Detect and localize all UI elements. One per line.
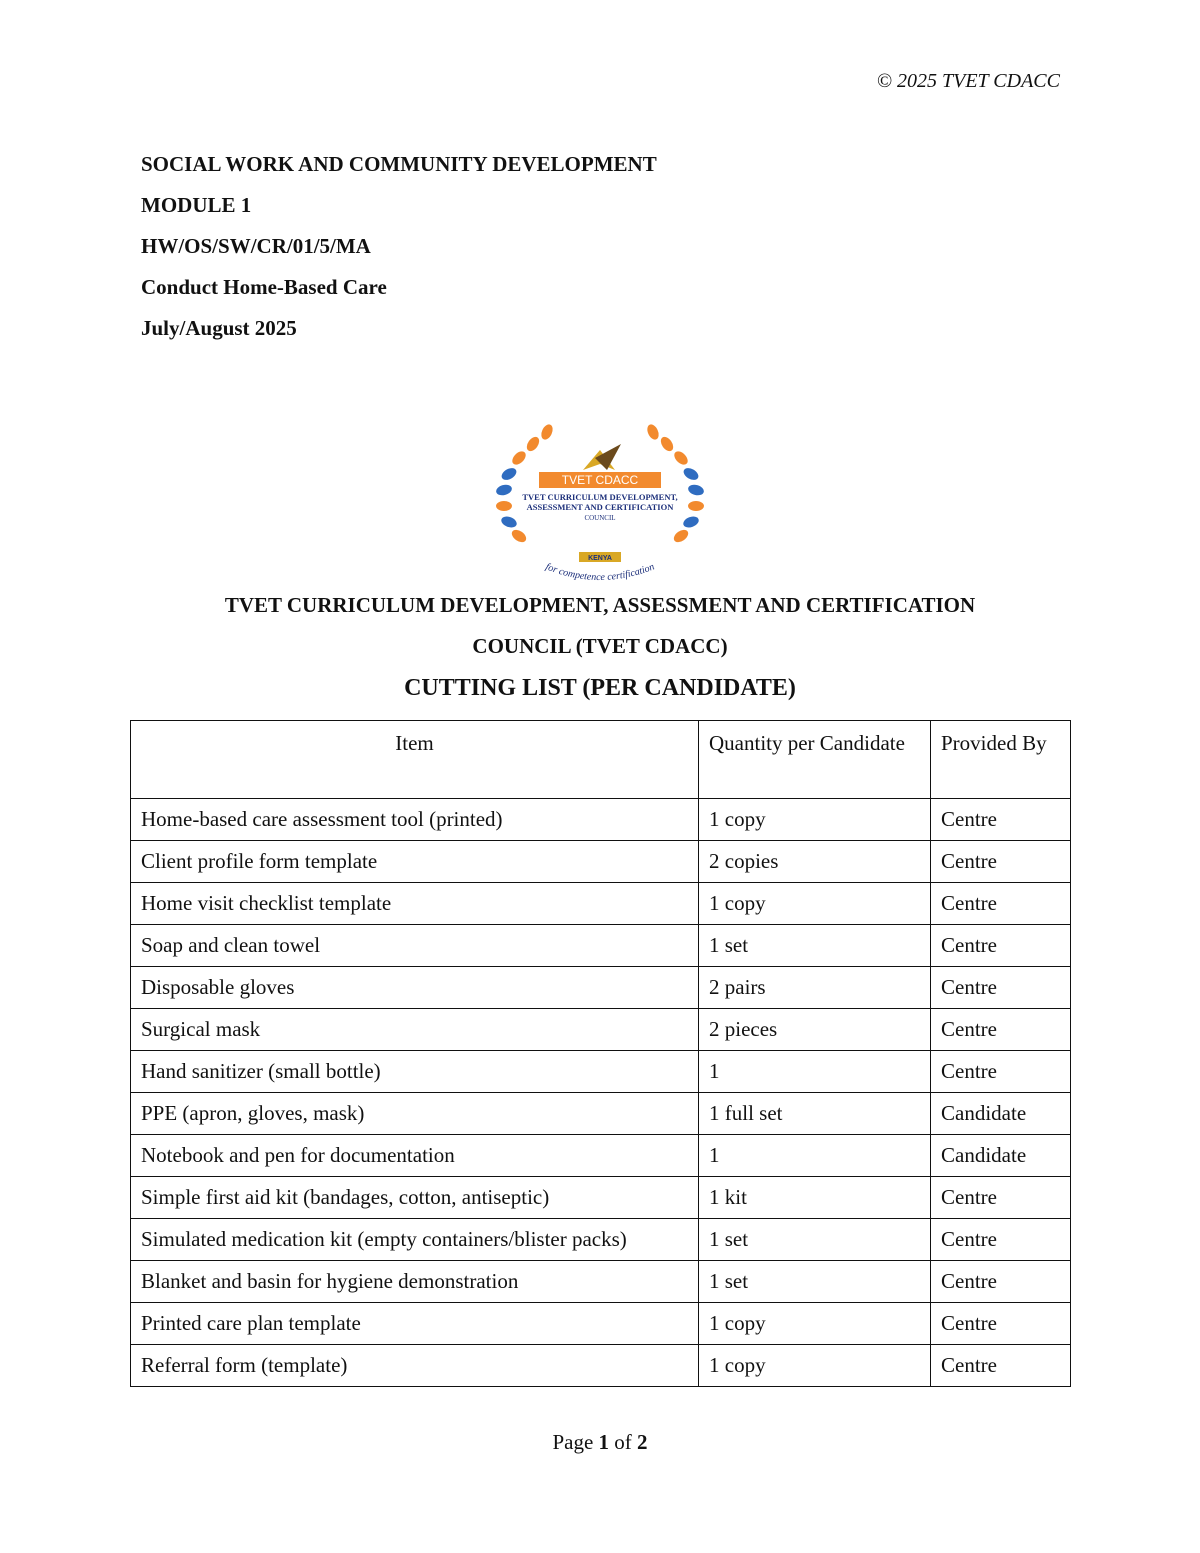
table-row (131, 1093, 1071, 1135)
cutting-list-title: CUTTING LIST (PER CANDIDATE) (404, 675, 796, 701)
page-label: Page (552, 1430, 594, 1454)
logo-text-line2: ASSESSMENT AND CERTIFICATION (526, 502, 674, 512)
copyright-notice: © 2025 TVET CDACC (876, 70, 1060, 92)
table-row (131, 799, 1071, 841)
page-of: of (614, 1430, 632, 1454)
cutting-list-table (130, 720, 1071, 1387)
council-name-line2: COUNCIL (TVET CDACC) (472, 634, 728, 658)
exam-series: July/August 2025 (141, 316, 297, 340)
cell-provided-by: Centre (931, 1219, 1071, 1261)
cell-item: Hand sanitizer (small bottle) (131, 1051, 699, 1093)
page-current: 1 (598, 1430, 610, 1454)
table-header-row (131, 721, 1071, 799)
cell-quantity: 1 copy (699, 883, 931, 925)
cell-provided-by: Centre (931, 1303, 1071, 1345)
header-provided-by: Provided By (931, 721, 1071, 799)
cell-provided-by: Centre (931, 1051, 1071, 1093)
cell-provided-by: Candidate (931, 1093, 1071, 1135)
cell-quantity: 1 (699, 1135, 931, 1177)
document-heading (141, 146, 657, 351)
table-row (131, 883, 1071, 925)
table-row (131, 1219, 1071, 1261)
module-label: MODULE 1 (141, 193, 252, 217)
tvet-cdacc-logo (495, 420, 705, 590)
logo-badge-text: TVET CDACC (561, 473, 639, 487)
cell-provided-by: Candidate (931, 1135, 1071, 1177)
cell-quantity: 2 copies (699, 841, 931, 883)
cell-provided-by: Centre (931, 1345, 1071, 1387)
cell-item: Surgical mask (131, 1009, 699, 1051)
cell-item: Client profile form template (131, 841, 699, 883)
cell-item: Home visit checklist template (131, 883, 699, 925)
table-row (131, 1177, 1071, 1219)
header-quantity: Quantity per Candidate (699, 721, 931, 799)
logo-text-line3: COUNCIL (584, 514, 616, 522)
cell-provided-by: Centre (931, 883, 1071, 925)
cell-item: Notebook and pen for documentation (131, 1135, 699, 1177)
page-number (0, 1430, 1200, 1455)
council-name-line1: TVET CURRICULUM DEVELOPMENT, ASSESSMENT AND CERTIFICATION (224, 593, 976, 617)
cell-quantity: 1 set (699, 1261, 931, 1303)
cell-quantity: 1 copy (699, 1345, 931, 1387)
cell-provided-by: Centre (931, 925, 1071, 967)
table-row (131, 967, 1071, 1009)
table-row (131, 1345, 1071, 1387)
cell-item: Simulated medication kit (empty containers/blister packs) (131, 1219, 699, 1261)
unit-title: Conduct Home-Based Care (141, 275, 387, 299)
logo-text-line1: TVET CURRICULUM DEVELOPMENT, (522, 492, 678, 502)
cell-quantity: 1 copy (699, 1303, 931, 1345)
table-row (131, 1303, 1071, 1345)
cell-quantity: 1 copy (699, 799, 931, 841)
table-body (131, 799, 1071, 1387)
cell-quantity: 1 set (699, 1219, 931, 1261)
page-total: 2 (637, 1430, 648, 1454)
cell-item: Home-based care assessment tool (printed) (131, 799, 699, 841)
table-row (131, 1051, 1071, 1093)
logo-ribbon-text: KENYA (588, 555, 612, 562)
logo-motto: for competence certification (543, 561, 657, 584)
unit-code: HW/OS/SW/CR/01/5/MA (141, 234, 371, 258)
cell-provided-by: Centre (931, 799, 1071, 841)
cell-item: Disposable gloves (131, 967, 699, 1009)
table-row (131, 1135, 1071, 1177)
cell-provided-by: Centre (931, 1177, 1071, 1219)
cell-item: Simple first aid kit (bandages, cotton, antiseptic) (131, 1177, 699, 1219)
cell-item: Soap and clean towel (131, 925, 699, 967)
cell-item: Blanket and basin for hygiene demonstration (131, 1261, 699, 1303)
table-row (131, 1261, 1071, 1303)
table-row (131, 841, 1071, 883)
cell-quantity: 2 pairs (699, 967, 931, 1009)
program-title: SOCIAL WORK AND COMMUNITY DEVELOPMENT (141, 152, 657, 176)
cell-quantity: 1 set (699, 925, 931, 967)
cell-provided-by: Centre (931, 1261, 1071, 1303)
table-row (131, 1009, 1071, 1051)
cell-quantity: 1 full set (699, 1093, 931, 1135)
table-row (131, 925, 1071, 967)
header-item: Item (131, 721, 699, 799)
cell-item: PPE (apron, gloves, mask) (131, 1093, 699, 1135)
cell-provided-by: Centre (931, 1009, 1071, 1051)
cell-provided-by: Centre (931, 841, 1071, 883)
cell-quantity: 1 kit (699, 1177, 931, 1219)
cell-provided-by: Centre (931, 967, 1071, 1009)
cell-quantity: 1 (699, 1051, 931, 1093)
cell-item: Printed care plan template (131, 1303, 699, 1345)
cell-item: Referral form (template) (131, 1345, 699, 1387)
cell-quantity: 2 pieces (699, 1009, 931, 1051)
